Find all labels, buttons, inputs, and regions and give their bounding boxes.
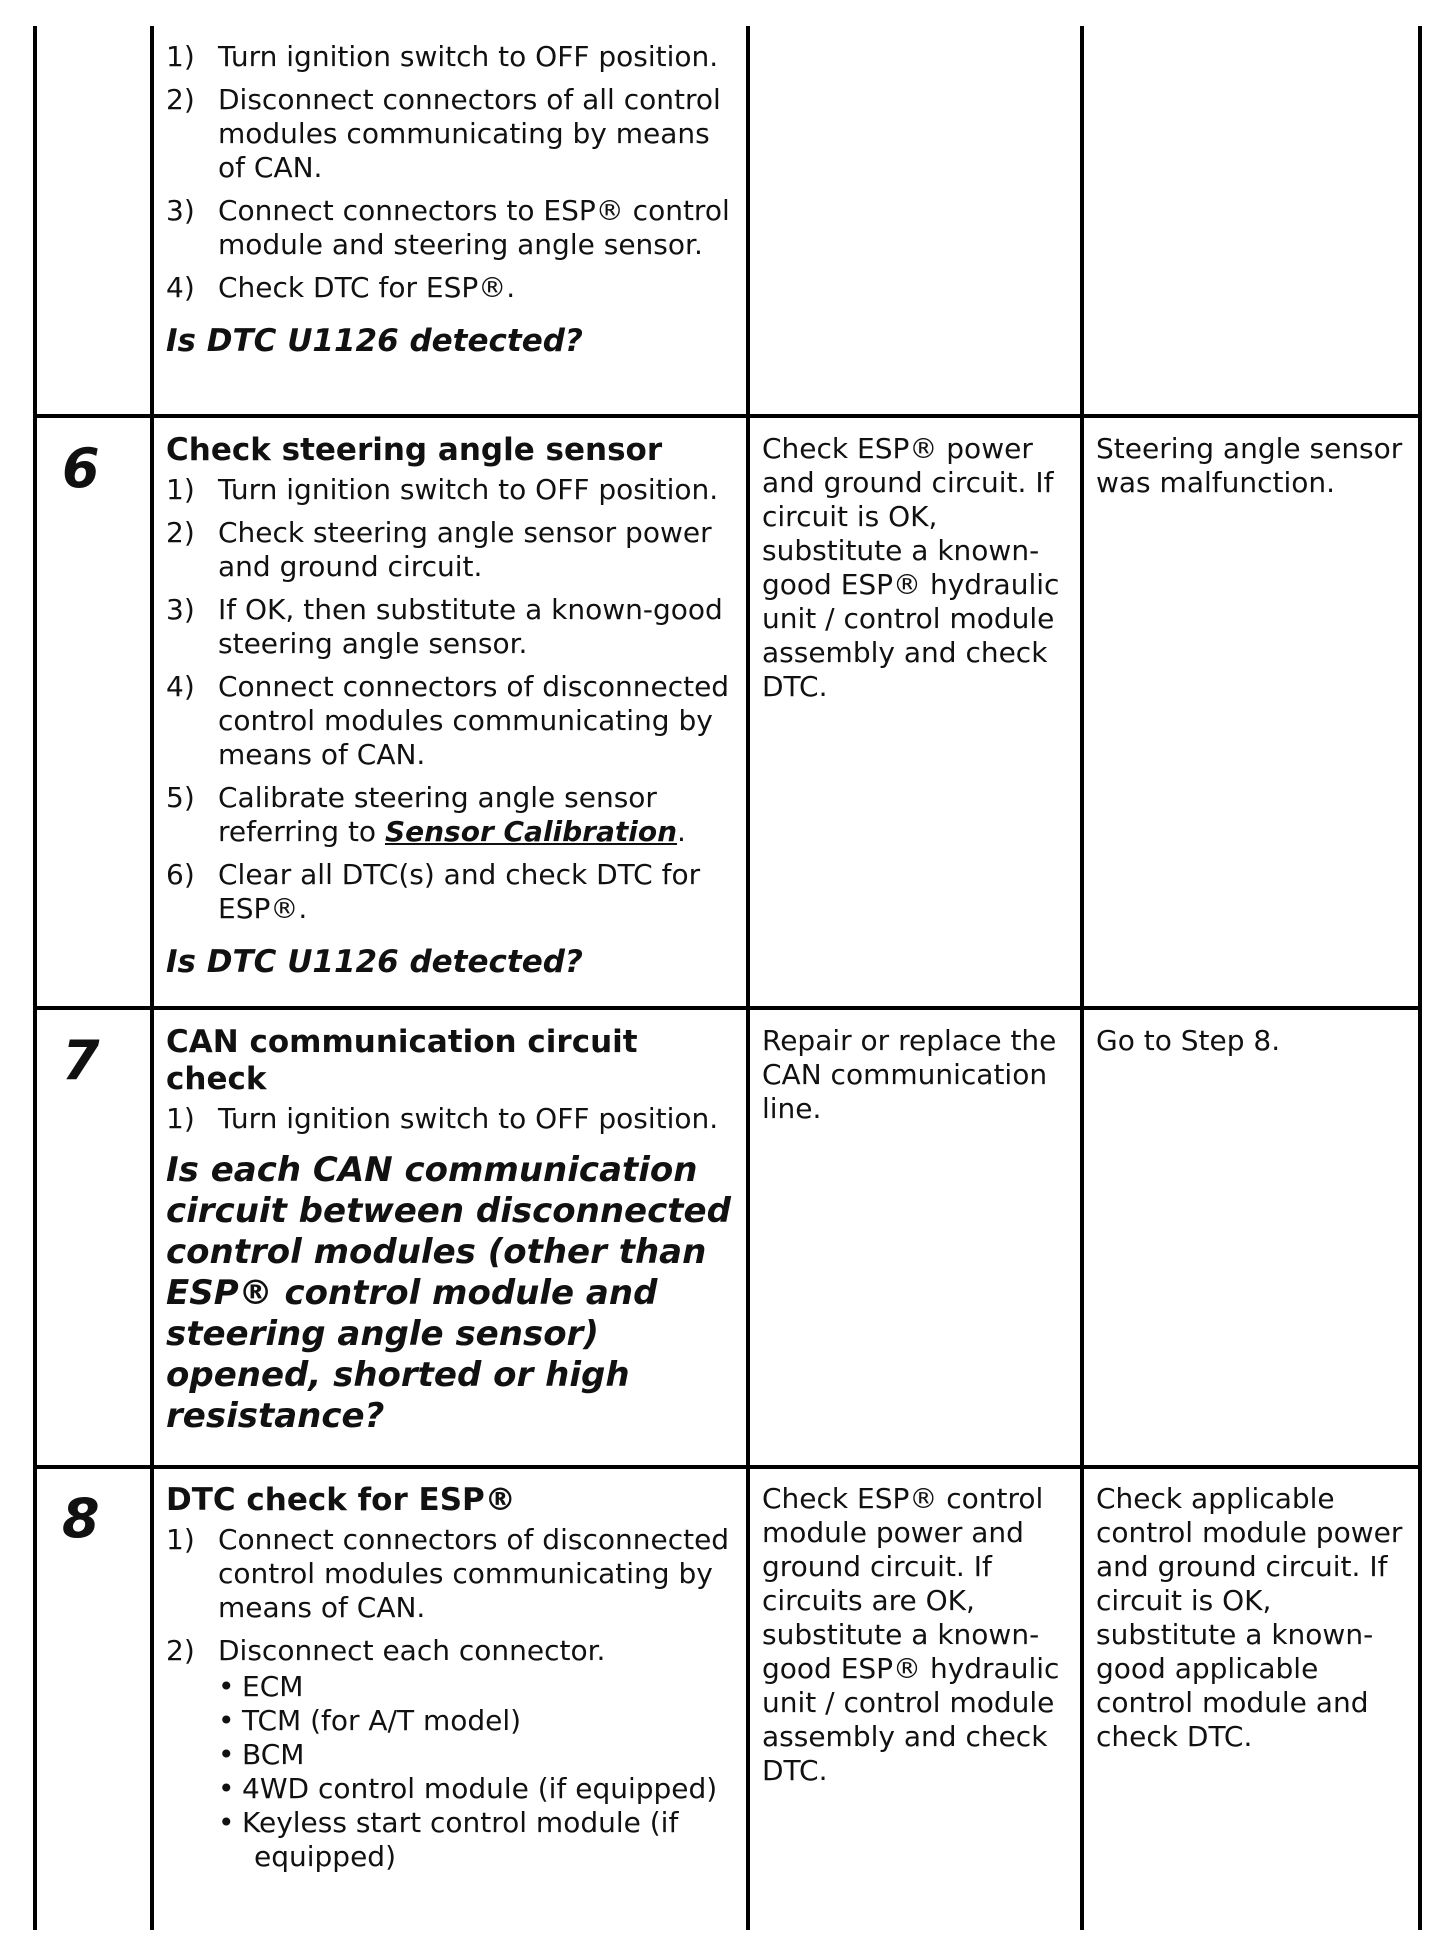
step-number-6: 6 <box>62 437 100 500</box>
row7-question: Is each CAN communication circuit between disconnected control modules (other than ESP® control module and steering angle sensor) opened, shorted or high resistance? <box>166 1150 731 1436</box>
table-divider-action <box>746 26 750 1930</box>
list-item: 2) Disconnect each connector. • ECM • TCM (for A/T model) • BCM • 4WD control module (if equipped) • Keyless start control module (if equipped) <box>166 1634 736 1874</box>
row8-no: Check applicable control module power and ground circuit. If circuit is OK, substitute a known-good applicable control module and check DTC. <box>1096 1482 1403 1753</box>
list-item: 2) Disconnect connectors of all control modules communicating by means of CAN. <box>166 83 721 184</box>
row7-action <box>166 1024 736 1437</box>
step-number-7: 7 <box>62 1029 100 1092</box>
row7-no: Go to Step 8. <box>1096 1024 1281 1057</box>
table-divider-yes <box>1080 26 1084 1930</box>
connector-item: • ECM <box>218 1670 304 1703</box>
table-border-left <box>33 26 37 1930</box>
row8-yes: Check ESP® control module power and ground circuit. If circuits are OK, substitute a known-good ESP® hydraulic unit / control module assembly and check DTC. <box>762 1482 1060 1787</box>
table-divider-step <box>150 26 154 1930</box>
list-item: 1) Turn ignition switch to OFF position. <box>166 1102 719 1135</box>
row6-question: Is DTC U1126 detected? <box>166 944 583 980</box>
row8-action <box>166 1482 736 1883</box>
row-top-question: Is DTC U1126 detected? <box>166 323 583 359</box>
list-item: 1) Turn ignition switch to OFF position. <box>166 473 719 506</box>
list-item: 6) Clear all DTC(s) and check DTC for ESP®. <box>166 858 701 925</box>
list-item: 3) If OK, then substitute a known-good steering angle sensor. <box>166 593 723 660</box>
row6-action <box>166 432 736 982</box>
connector-item: • BCM <box>218 1738 305 1771</box>
list-item: 3) Connect connectors to ESP® control module and steering angle sensor. <box>166 194 730 261</box>
sensor-calibration-link[interactable]: Sensor Calibration <box>384 815 678 848</box>
list-item: 4) Connect connectors of disconnected control modules communicating by means of CAN. <box>166 670 730 771</box>
step-number-8: 8 <box>62 1487 100 1550</box>
list-item: 4) Check DTC for ESP®. <box>166 271 516 304</box>
list-item: 2) Check steering angle sensor power and ground circuit. <box>166 516 712 583</box>
connector-item: • 4WD control module (if equipped) <box>218 1772 718 1805</box>
list-item: 5) Calibrate steering angle sensor referring to Sensor Calibration. <box>166 781 686 848</box>
connector-list <box>218 1670 736 1874</box>
row-top-action <box>166 40 736 361</box>
row-divider <box>33 1006 1422 1010</box>
row7-title: CAN communication circuit check <box>166 1024 638 1097</box>
connector-item: • TCM (for A/T model) <box>218 1704 522 1737</box>
row6-title: Check steering angle sensor <box>166 432 663 468</box>
row6-no: Steering angle sensor was malfunction. <box>1096 432 1403 499</box>
row-divider <box>33 414 1422 418</box>
row-divider <box>33 1465 1422 1469</box>
row6-yes: Check ESP® power and ground circuit. If circuit is OK, substitute a known-good ESP® hydraulic unit / control module assembly and check DTC. <box>762 432 1060 703</box>
table-border-right <box>1418 26 1422 1930</box>
list-item: 1) Connect connectors of disconnected control modules communicating by means of CAN. <box>166 1523 730 1624</box>
row7-yes: Repair or replace the CAN communication line. <box>762 1024 1057 1125</box>
row8-title: DTC check for ESP® <box>166 1482 516 1518</box>
list-item: 1) Turn ignition switch to OFF position. <box>166 40 719 73</box>
connector-item: • Keyless start control module (if equipped) <box>218 1806 679 1873</box>
